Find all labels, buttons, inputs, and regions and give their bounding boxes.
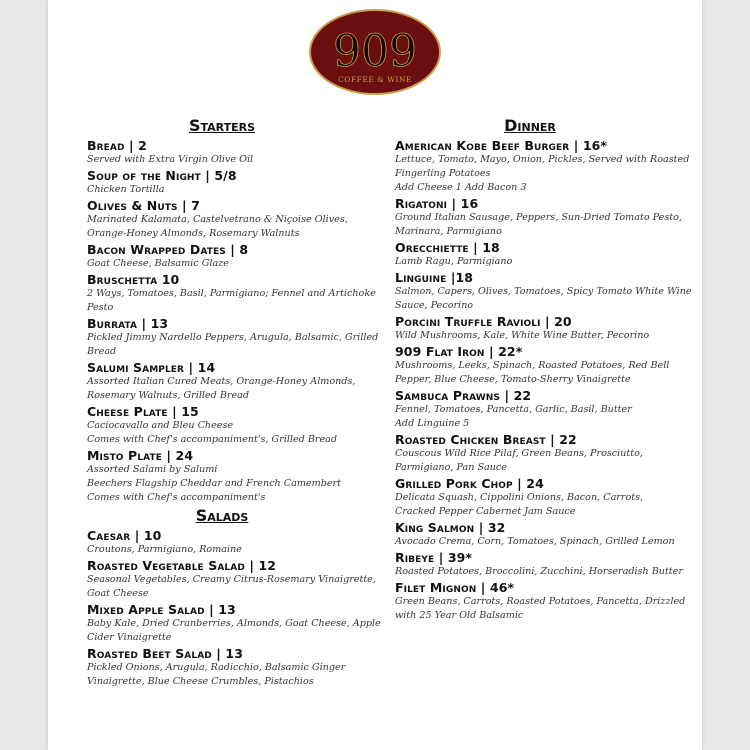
menu-item-description: Rosemary Walnuts, Grilled Bread (87, 390, 250, 401)
right-column (395, 116, 692, 624)
menu-item-description: Add Linguine 5 (395, 418, 470, 429)
section-title: Dinner (504, 116, 556, 135)
menu-item-name: Mixed Apple Salad | 13 (87, 602, 236, 617)
menu-item-name: Soup of the Night | 5/8 (87, 168, 237, 183)
menu-item (395, 270, 692, 313)
menu-item-name: Orecchiette | 18 (395, 240, 500, 255)
menu-item-description: Roasted Potatoes, Broccolini, Zucchini, Horseradish Butter (395, 566, 683, 577)
menu-item (87, 316, 377, 359)
logo-subtitle: COFFEE & WINE (338, 75, 412, 84)
menu-item-description: Comes with Chef's accompaniment's (87, 492, 266, 503)
menu-item-description: Sauce, Pecorino (395, 300, 474, 311)
menu-item-description: Marinated Kalamata, Castelvetrano & Niçoise Olives, (87, 214, 348, 225)
menu-item-description: 2 Ways, Tomatoes, Basil, Parmigiano; Fennel and Artichoke (87, 288, 376, 299)
menu-item-name: Roasted Vegetable Salad | 12 (87, 558, 277, 573)
menu-item (395, 476, 685, 519)
menu-item-description: Croutons, Parmigiano, Romaine (87, 544, 242, 555)
menu-item (395, 432, 685, 475)
menu-item-description: Fingerling Potatoes (395, 168, 491, 179)
menu-item (395, 580, 685, 623)
menu-item-description: Comes with Chef's accompaniment's, Grilled Bread (87, 434, 337, 445)
menu-item-name: Olives & Nuts | 7 (87, 198, 200, 213)
menu-item-description: Parmigiano, Pan Sauce (395, 462, 507, 473)
menu-item-description: Assorted Italian Cured Meats, Orange-Honey Almonds, (87, 376, 356, 387)
menu-item (395, 138, 690, 195)
menu-item (87, 138, 377, 167)
menu-item-description: Salmon, Capers, Olives, Tomatoes, Spicy Tomato White Wine (395, 286, 692, 297)
menu-item-name: Porcini Truffle Ravioli | 20 (395, 314, 572, 329)
menu-item (395, 314, 685, 343)
menu-item-description: Orange-Honey Almonds, Rosemary Walnuts (87, 228, 300, 239)
menu-item (395, 520, 685, 549)
menu-item-name: Bread | 2 (87, 138, 147, 153)
menu-item-description: Delicata Squash, Cippolini Onions, Bacon, Carrots, (395, 492, 644, 503)
menu-item (395, 196, 685, 239)
left-column (87, 116, 381, 690)
menu-item-description: Pickled Jimmy Nardello Peppers, Arugula, Balsamic, Grilled (87, 332, 379, 343)
menu-item-description: Chicken Tortilla (87, 184, 165, 195)
menu-item-description: Green Beans, Carrots, Roasted Potatoes, Pancetta, Drizzled (395, 596, 686, 607)
menu-item-name: Grilled Pork Chop | 24 (395, 476, 544, 491)
menu-item-description: Caciocavallo and Bleu Cheese (87, 420, 234, 431)
menu-item-description: Mushrooms, Leeks, Spinach, Roasted Potatoes, Red Bell (395, 360, 670, 371)
menu-item-name: Cheese Plate | 15 (87, 404, 199, 419)
menu-item-description: Fennel, Tomatoes, Pancetta, Garlic, Basil, Butter (395, 404, 632, 415)
menu-item (87, 528, 377, 557)
menu-item-description: Pesto (87, 302, 114, 313)
menu-item-description: Marinara, Parmigiano (395, 226, 502, 237)
section-title: Starters (188, 116, 256, 135)
menu-item (395, 240, 685, 269)
menu-item-description: Pickled Onions, Arugula, Radicchio, Balsamic Ginger (87, 662, 346, 673)
menu-item-description: Beechers Flagship Cheddar and French Camembert (87, 478, 341, 489)
menu-item (87, 168, 377, 197)
menu-item-description: Seasonal Vegetables, Creamy Citrus-Rosemary Vinaigrette, (87, 574, 376, 585)
menu-item-description: Vinaigrette, Blue Cheese Crumbles, Pistachios (87, 676, 314, 687)
menu-item-name: Bacon Wrapped Dates | 8 (87, 242, 249, 257)
menu-item (87, 272, 377, 315)
menu-item-description: Ground Italian Sausage, Peppers, Sun-Dried Tomato Pesto, (395, 212, 682, 223)
menu-item-description: Couscous Wild Rice Pilaf, Green Beans, Prosciutto, (395, 448, 643, 459)
menu-item (87, 360, 377, 403)
menu-item-description: Bread (87, 346, 117, 357)
menu-item-description: Served with Extra Virgin Olive Oil (87, 154, 254, 165)
menu-item-description: Add Cheese 1 Add Bacon 3 (395, 182, 527, 193)
menu-item (87, 558, 377, 601)
menu-item-description: Cider Vinaigrette (87, 632, 172, 643)
menu-item (395, 388, 685, 431)
909-logo (308, 8, 442, 96)
menu-section-dinner (395, 116, 692, 623)
menu-item-description: Assorted Salami by Salumi (87, 464, 218, 475)
logo-numerals: 909 (333, 26, 417, 77)
menu-item-name: Roasted Chicken Breast | 22 (395, 432, 577, 447)
section-title: Salads (195, 506, 249, 525)
menu-item-name: Bruschetta 10 (87, 272, 180, 287)
menu-item-name: Sambuca Prawns | 22 (395, 388, 532, 403)
menu-item (87, 198, 377, 241)
menu-item (87, 602, 381, 645)
menu-item (87, 242, 377, 271)
menu-item-name: King Salmon | 32 (395, 520, 506, 535)
menu-item-name: Roasted Beet Salad | 13 (87, 646, 244, 661)
menu-item-description: Goat Cheese (87, 588, 149, 599)
menu-item-name: Caesar | 10 (87, 528, 162, 543)
menu-item-description: Lettuce, Tomato, Mayo, Onion, Pickles, Served with Roasted (395, 154, 690, 165)
menu-item (395, 344, 685, 387)
menu-section-starters (87, 116, 377, 505)
menu-item-description: Lamb Ragu, Parmigiano (395, 256, 513, 267)
menu-item (87, 448, 377, 505)
menu-item-name: Burrata | 13 (87, 316, 169, 331)
menu-item (87, 404, 377, 447)
menu-item (87, 646, 377, 689)
menu-item-description: Pepper, Blue Cheese, Tomato-Sherry Vinaigrette (395, 374, 631, 385)
menu-item-description: Avocado Crema, Corn, Tomatoes, Spinach, Grilled Lemon (395, 536, 675, 547)
menu-item-name: Rigatoni | 16 (395, 196, 479, 211)
menu-item-name: 909 Flat Iron | 22* (395, 344, 523, 359)
menu-item-description: Cracked Pepper Cabernet Jam Sauce (395, 506, 576, 517)
menu-item-description: with 25 Year Old Balsamic (395, 610, 524, 621)
menu-item-description: Goat Cheese, Balsamic Glaze (87, 258, 229, 269)
menu-item-name: Salumi Sampler | 14 (87, 360, 216, 375)
menu-item-description: Baby Kale, Dried Cranberries, Almonds, Goat Cheese, Apple (87, 618, 381, 629)
menu-item (395, 550, 685, 579)
menu-item-name: American Kobe Beef Burger | 16* (395, 138, 608, 153)
menu-item-name: Misto Plate | 24 (87, 448, 194, 463)
menu-item-name: Ribeye | 39* (395, 550, 473, 565)
menu-item-name: Filet Mignon | 46* (395, 580, 515, 595)
menu-item-description: Wild Mushrooms, Kale, White Wine Butter, Pecorino (395, 330, 650, 341)
menu-item-name: Linguine |18 (395, 270, 474, 285)
menu-section-salads (87, 506, 381, 689)
